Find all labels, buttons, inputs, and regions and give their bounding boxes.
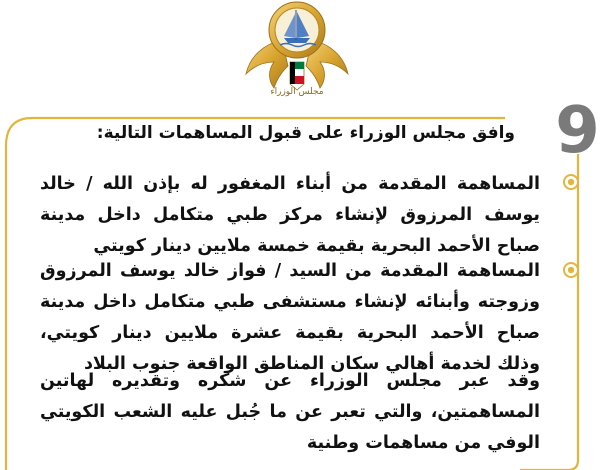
gold-bullet-icon — [563, 174, 579, 190]
page-heading: وافق مجلس الوزراء على قبول المساهمات التالية: — [96, 123, 515, 143]
closing-paragraph: وقد عبر مجلس الوزراء عن شكره وتقديره لهاتين المساهمتين، والتي تعبر عن ما جُبل عليه الشعب الكويتي الوفي من مساهمات وطنية — [40, 371, 540, 453]
list-item: المساهمة المقدمة من السيد / فواز خالد يوسف المرزوق وزوجته وأبنائه لإنشاء مستشفى طبي متكامل داخل مدينة صباح الأحمد البحرية بقيمة عشرة ملايين دينار كويتي، وذلك لخدمة أهالي سكان المناطق الواقعة جنوب البلاد — [40, 261, 540, 374]
gold-bullet-icon — [563, 262, 579, 278]
step-number: 9 — [555, 94, 600, 168]
list-item: المساهمة المقدمة من أبناء المغفور له بإذن الله / خالد يوسف المرزوق لإنشاء مركز طبي متكامل داخل مدينة صباح الأحمد البحرية بقيمة خمسة ملايين دينار كويتي — [40, 174, 540, 256]
emblem-label: مجلس الوزراء — [270, 87, 324, 97]
